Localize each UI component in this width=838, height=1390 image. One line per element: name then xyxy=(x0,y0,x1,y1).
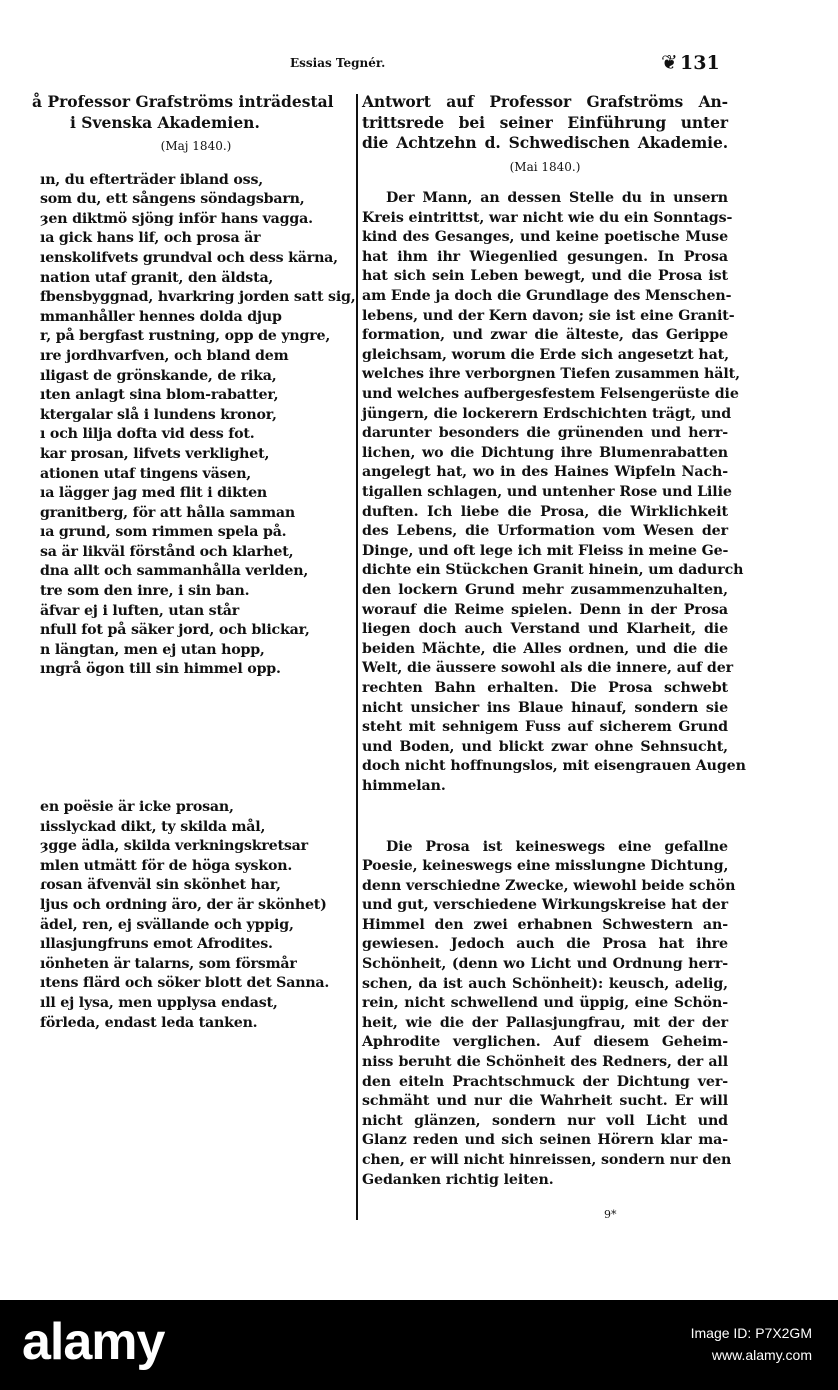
text-line: nicht unsicher ins Blaue hinauf, sondern sie xyxy=(362,699,728,716)
verse-line: ıllasjungfruns emot Afrodites. xyxy=(40,936,273,953)
text-line: Der Mann, an dessen Stelle du in unsern xyxy=(386,190,728,207)
verse-line: förleda, endast leda tanken. xyxy=(40,1014,258,1031)
text-line: himmelan. xyxy=(362,777,446,794)
verse-line: ädel, ren, ej svällande och yppig, xyxy=(40,916,294,933)
text-line: gleichsam, worum die Erde sich angesetzt hat, xyxy=(362,346,729,363)
verse-line: ıre jordhvarfven, och bland dem xyxy=(40,347,289,364)
text-line: rechten Bahn erhalten. Die Prosa schwebt xyxy=(362,679,728,696)
verse-line: granitberg, för att hålla samman xyxy=(40,504,296,521)
text-line: Kreis eintrittst, war nicht wie du ein Sonntags- xyxy=(362,209,733,226)
text-line: beiden Mächte, die Alles ordnen, und die die xyxy=(362,640,728,657)
german-title xyxy=(362,92,728,154)
verse-line: ıtens flärd och söker blott det Sanna. xyxy=(40,975,330,992)
text-line: schmäht und nur die Wahrheit sucht. Er will xyxy=(362,1093,728,1110)
verse-line: dna allt och sammanhålla verlden, xyxy=(40,563,309,580)
verse-line: ıligast de grönskande, de rika, xyxy=(40,367,277,384)
text-line: Gedanken richtig leiten. xyxy=(362,1171,554,1188)
verse-line: mlen utmätt för de höga syskon. xyxy=(40,857,293,874)
text-line: lichen, wo die Dichtung ihre Blumenrabatten xyxy=(362,444,728,461)
verse-line: ationen utaf tingens väsen, xyxy=(40,465,252,482)
text-line: Dinge, und oft lege ich mit Fleiss in meine Ge- xyxy=(362,542,729,559)
text-line: des Lebens, die Urformation vom Wesen der xyxy=(362,523,728,540)
text-line: den eiteln Prachtschmuck der Dichtung ver- xyxy=(362,1073,728,1090)
text-line: chen, er will nicht hinreissen, sondern nur den xyxy=(362,1152,732,1168)
verse-line: tre som den inre, i sin ban. xyxy=(40,583,250,600)
verse-line: ljus och ordning äro, der är skönhet) xyxy=(40,897,327,913)
stanza-1 xyxy=(40,171,356,680)
text-line: schen, da ist auch Schönheit): keusch, adelig, xyxy=(362,975,728,992)
text-line: und welches aufbergesfestem Felsengerüste die xyxy=(362,386,739,403)
verse-line: ıönheten är talarns, som försmår xyxy=(40,955,297,972)
text-line: welches ihre verborgnen Tiefen zusammen hält, xyxy=(362,366,740,383)
german-date: (Mai 1840.) xyxy=(509,159,581,174)
image-id-block xyxy=(691,1322,812,1366)
verse-line: ı och lilja dofta vid dess fot. xyxy=(40,426,255,443)
watermark-band xyxy=(0,1300,838,1390)
paragraph-2 xyxy=(362,838,736,1191)
verse-line: ıisslyckad dikt, ty skilda mål, xyxy=(40,818,266,835)
text-line: heit, wie die der Pallasjungfrau, mit der der xyxy=(362,1014,728,1031)
swedish-column xyxy=(32,92,356,1033)
page-number: 131 xyxy=(680,52,720,74)
watermark-url: www.alamy.com xyxy=(711,1347,812,1363)
verse-line: r, på bergfast rustning, opp de yngre, xyxy=(40,328,331,345)
text-line: doch nicht hoffnungslos, mit eisengrauen Augen xyxy=(362,758,746,775)
text-line: Die Prosa ist keineswegs eine gefallne xyxy=(386,838,728,855)
title-line: trittsrede bei seiner Einführung unter xyxy=(362,112,728,132)
text-line: Glanz reden und sich seinen Hörern klar ma- xyxy=(362,1132,728,1149)
text-line: lebens, und der Kern davon; sie ist eine Granit- xyxy=(362,307,735,324)
text-line: gewiesen. Jedoch auch die Prosa hat ihre xyxy=(362,936,728,953)
verse-line: ɾosan äfvenväl sin skönhet har, xyxy=(40,877,281,894)
verse-line: som du, ett sångens söndagsbarn, xyxy=(40,191,305,208)
text-line: Himmel den zwei erhabnen Schwestern an- xyxy=(362,916,728,933)
swedish-date: (Maj 1840.) xyxy=(160,139,232,153)
verse-line: ıa lägger jag med flit i dikten xyxy=(40,485,268,502)
verse-line: mmanhåller hennes dolda djup xyxy=(40,308,282,325)
text-line: liegen doch auch Verstand und Klarheit, die xyxy=(362,621,728,638)
verse-line: ıenskolifvets grundval och dess kärna, xyxy=(40,249,338,266)
text-line: und Boden, und blickt zwar ohne Sehnsucht, xyxy=(362,738,728,755)
text-line: nicht glänzen, sondern nur voll Licht und xyxy=(362,1112,728,1129)
verse-line: fbensbyggnad, hvarkring jorden satt sig, xyxy=(40,289,356,306)
verse-line: ıll ej lysa, men upplysa endast, xyxy=(40,994,278,1011)
image-id: Image ID: P7X2GM xyxy=(690,1325,812,1341)
text-line: Aphrodite verglichen. Auf diesem Geheim- xyxy=(362,1034,728,1051)
column-divider xyxy=(356,94,358,1220)
text-line: hat sich sein Leben bewegt, und die Prosa ist xyxy=(362,268,728,285)
text-line: Schönheit, (denn wo Licht und Ordnung herr- xyxy=(362,956,728,973)
text-line: Welt, die äussere sowohl als die innere, auf der xyxy=(362,660,734,677)
stanza-2 xyxy=(40,798,352,1033)
swedish-title xyxy=(32,92,352,133)
verse-line: nation utaf granit, den äldsta, xyxy=(40,269,274,286)
text-line: worauf die Reime spielen. Denn in der Prosa xyxy=(362,601,728,618)
verse-line: n längtan, men ej utan hopp, xyxy=(40,641,265,658)
german-column xyxy=(362,92,746,1190)
verse-line: kar prosan, lifvets verklighet, xyxy=(40,445,270,462)
title-line: die Achtzehn d. Schwedischen Akademie. xyxy=(362,133,728,152)
text-line: rein, nicht schwellend und üppig, eine Schön- xyxy=(362,995,728,1012)
running-title: Essias Tegnér. xyxy=(290,56,386,70)
verse-line: ȝen diktmö sjöng inför hans vagga. xyxy=(40,210,313,227)
text-line: formation, und zwar die älteste, das Gerippe xyxy=(362,327,728,344)
verse-line: ıa gick hans lif, och prosa är xyxy=(40,230,261,247)
verse-line: en poësie är icke prosan, xyxy=(40,799,234,816)
verse-line: nfull fot på säker jord, och blickar, xyxy=(40,622,310,639)
verse-line: ktergalar slå i lundens kronor, xyxy=(40,406,277,423)
text-line: jüngern, die lockerern Erdschichten trägt, und xyxy=(362,405,732,422)
verse-line: ın, du efterträder ibland oss, xyxy=(40,171,263,188)
printer-mark-icon: ❦ xyxy=(661,50,678,74)
verse-line: sa är likväl förstånd och klarhet, xyxy=(40,543,294,560)
verse-line: ȝgge ädla, skilda verkningskretsar xyxy=(40,838,308,855)
text-line: denn verschiedne Zwecke, wiewohl beide schön xyxy=(362,877,736,894)
text-line: und gut, verschiedene Wirkungskreise hat der xyxy=(362,897,728,914)
verse-line: ıa grund, som rimmen spela på. xyxy=(40,524,287,541)
text-line: am Ende ja doch die Grundlage des Menschen- xyxy=(362,288,732,305)
text-line: darunter besonders die grünenden und herr- xyxy=(362,425,728,442)
text-line: kind des Gesanges, und keine poetische Muse xyxy=(362,229,728,246)
verse-line: äfvar ej i luften, utan står xyxy=(40,602,240,619)
text-line: duften. Ich liebe die Prosa, die Wirklichkeit xyxy=(362,503,728,520)
text-line: dichte ein Stückchen Granit hinein, um dadurch xyxy=(362,562,744,579)
text-line: den lockern Grund mehr zusammenzuhalten, xyxy=(362,581,728,598)
verse-line: ıten anlagt sina blom-rabatter, xyxy=(40,387,279,404)
text-line: Poesie, keineswegs eine misslungne Dichtung, xyxy=(362,858,729,875)
text-line: niss beruht die Schönheit des Redners, der all xyxy=(362,1054,728,1071)
verse-line: ıngrå ögon till sin himmel opp. xyxy=(40,661,281,678)
title-line: Antwort auf Professor Grafströms An- xyxy=(362,92,728,111)
title-line: å Professor Grafströms inträdestal xyxy=(32,92,334,111)
text-line: steht mit sehnigem Fuss auf sicherem Grund xyxy=(362,719,728,736)
title-line: i Svenska Akademien. xyxy=(70,112,260,132)
alamy-logo: alamy xyxy=(22,1313,165,1371)
text-line: angelegt hat, wo in des Haines Wipfeln Nach- xyxy=(362,464,728,481)
text-line: tigallen schlagen, und untenher Rose und Lilie xyxy=(362,484,732,500)
paragraph-1 xyxy=(362,189,746,796)
signature-mark: 9* xyxy=(604,1208,617,1221)
text-line: hat ihm ihr Wiegenlied gesungen. In Prosa xyxy=(362,248,728,265)
